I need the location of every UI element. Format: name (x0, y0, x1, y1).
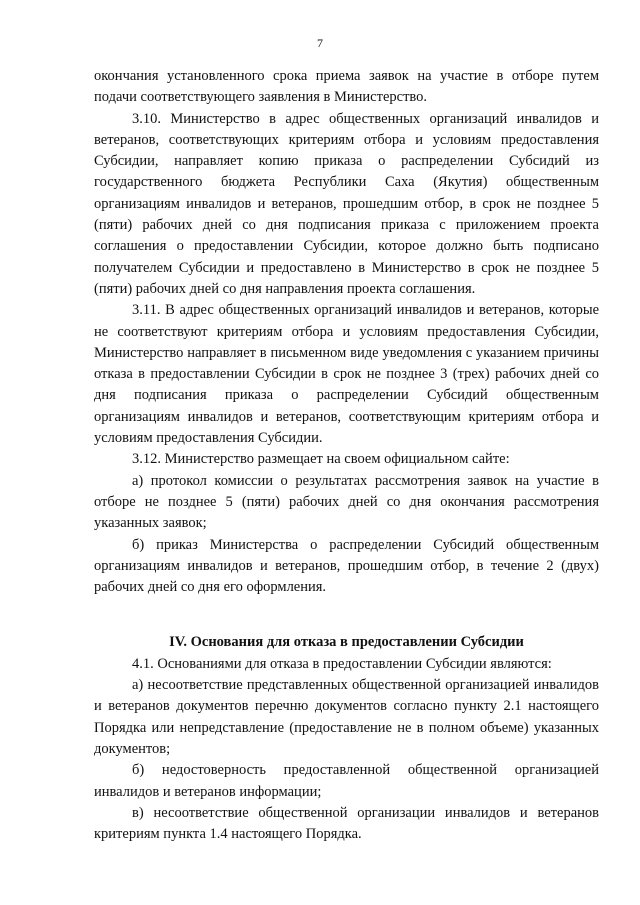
section-title: IV. Основания для отказа в предоставлении Субсидии (169, 634, 524, 651)
paragraph-3-10: 3.10. Министерство в адрес общественных организаций инвалидов и ветеранов, соответствующих критериям отбора и условиям предоставления Субсидии, направляет копию приказа о распределении Субсидий из государственного бюджета Республики Саха (Якутия) общественным организациям инвалидов и ветеранов, прошедшим отбор, в срок не позднее 5 (пяти) рабочих дней со дня подписания приказа с приложением проекта соглашения о предоставлении Субсидии, которое должно быть подписано получателем Субсидии и предоставлено в Министерство в срок не позднее 5 (пяти) рабочих дней со дня направления проекта соглашения. (94, 110, 599, 297)
paragraph-4-1-b: б) недостоверность предоставленной общественной организацией инвалидов и ветеранов информации; (94, 762, 599, 800)
paragraph-continuation: окончания установленного срока приема заявок на участие в отборе путем подачи соответствующего заявления в Министерство. (94, 68, 599, 106)
document-body (94, 66, 599, 845)
page-number: 7 (317, 36, 323, 50)
paragraph-3-11: 3.11. В адрес общественных организаций инвалидов и ветеранов, которые не соответствуют критериям отбора и условиям предоставления Субсидии, Министерство направляет в письменном виде уведомления с указанием причины отказа в предоставлении Субсидии в срок не позднее 3 (трех) рабочих дней со дня подписания приказа о распределении Субсидий общественным организациям инвалидов и ветеранов, соответствующим критериям отбора и условиям предоставления Субсидии. (94, 302, 599, 447)
paragraph-3-12-a: а) протокол комиссии о результатах рассмотрения заявок на участие в отборе не позднее 5 (пяти) рабочих дней со дня окончания рассмотрения указанных заявок; (94, 472, 599, 532)
paragraph-4-1-a: а) несоответствие представленных общественной организацией инвалидов и ветеранов документов перечню документов согласно пункту 2.1 настоящего Порядка или непредставление (предоставление не в полном объеме) указанных документов; (94, 677, 599, 757)
paragraph-4-1-c: в) несоответствие общественной организации инвалидов и ветеранов критериям пункта 1.4 настоящего Порядка. (94, 804, 599, 843)
paragraph-3-12-b: б) приказ Министерства о распределении Субсидий общественным организациям инвалидов и ветеранов, прошедшим отбор, в течение 2 (двух) рабочих дней со дня его оформления. (94, 536, 599, 596)
paragraph-3-12: 3.12. Министерство размещает на своем официальном сайте: (132, 451, 510, 468)
paragraph-4-1: 4.1. Основаниями для отказа в предоставлении Субсидии являются: (132, 655, 552, 672)
